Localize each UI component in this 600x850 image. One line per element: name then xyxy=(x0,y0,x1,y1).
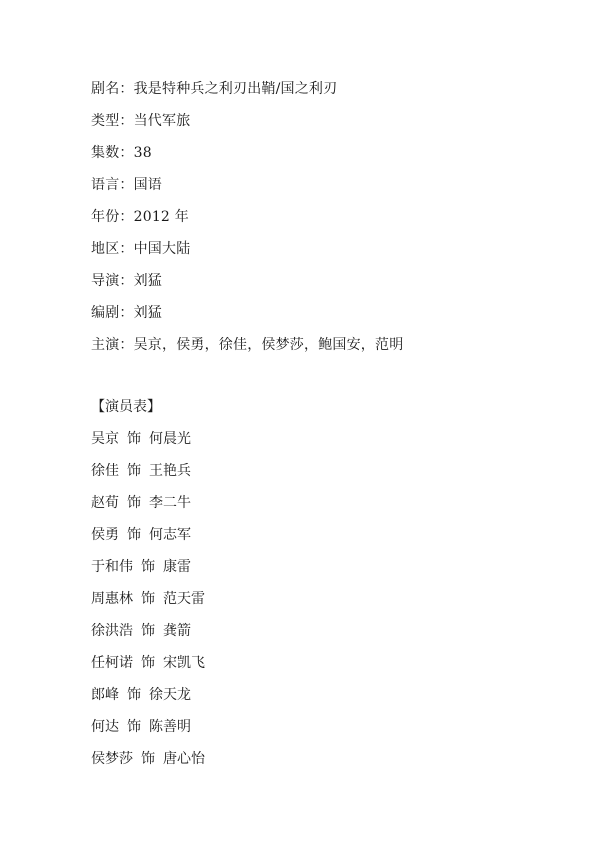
info-value: 中国大陆 xyxy=(133,241,191,257)
cast-row xyxy=(91,557,205,577)
character-name: 宋凯飞 xyxy=(163,655,205,671)
info-line-director xyxy=(91,271,403,291)
cast-row xyxy=(91,589,205,609)
role-word: 饰 xyxy=(127,527,141,543)
info-label: 年份： xyxy=(91,209,134,225)
info-line-title xyxy=(91,79,403,99)
info-value: 我是特种兵之利刃出鞘/国之利刃 xyxy=(133,81,338,97)
actor-name: 侯勇 xyxy=(91,527,119,543)
actor-name: 任柯诺 xyxy=(91,655,133,671)
cast-row xyxy=(91,525,205,545)
actor-name: 周惠林 xyxy=(91,591,133,607)
character-name: 何晨光 xyxy=(149,431,191,447)
info-label: 集数： xyxy=(91,145,134,161)
role-word: 饰 xyxy=(127,687,141,703)
info-label: 地区： xyxy=(91,241,134,257)
info-line-episodes xyxy=(91,143,403,163)
info-label: 类型： xyxy=(91,113,134,129)
info-label: 语言： xyxy=(91,177,134,193)
role-word: 饰 xyxy=(127,719,141,735)
cast-list xyxy=(91,397,205,781)
cast-row xyxy=(91,493,205,513)
cast-row xyxy=(91,717,205,737)
role-word: 饰 xyxy=(141,751,155,767)
character-name: 康雷 xyxy=(163,559,191,575)
actor-name: 徐佳 xyxy=(91,463,119,479)
role-word: 饰 xyxy=(141,591,155,607)
cast-row xyxy=(91,621,205,641)
actor-name: 徐洪浩 xyxy=(91,623,133,639)
info-line-language xyxy=(91,175,403,195)
info-value: 2012 年 xyxy=(133,209,189,225)
actor-name: 吴京 xyxy=(91,431,119,447)
info-label: 编剧： xyxy=(91,305,134,321)
cast-row xyxy=(91,749,205,769)
drama-info-block xyxy=(91,79,403,367)
role-word: 饰 xyxy=(127,463,141,479)
cast-row xyxy=(91,685,205,705)
info-value: 刘猛 xyxy=(133,305,163,321)
role-word: 饰 xyxy=(141,559,155,575)
info-label: 导演： xyxy=(91,273,134,289)
character-name: 李二牛 xyxy=(149,495,191,511)
character-name: 唐心怡 xyxy=(163,751,205,767)
character-name: 何志军 xyxy=(149,527,191,543)
actor-name: 郎峰 xyxy=(91,687,119,703)
role-word: 饰 xyxy=(127,495,141,511)
info-line-year xyxy=(91,207,403,227)
info-line-genre xyxy=(91,111,403,131)
cast-row xyxy=(91,653,205,673)
info-value: 吴京，侯勇，徐佳，侯梦莎，鲍国安，范明 xyxy=(133,337,404,353)
info-label: 剧名： xyxy=(91,81,134,97)
character-name: 范天雷 xyxy=(163,591,205,607)
character-name: 徐天龙 xyxy=(149,687,191,703)
character-name: 陈善明 xyxy=(149,719,191,735)
actor-name: 赵荀 xyxy=(91,495,119,511)
cast-row xyxy=(91,461,205,481)
cast-row xyxy=(91,429,205,449)
actor-name: 于和伟 xyxy=(91,559,133,575)
character-name: 龚箭 xyxy=(163,623,191,639)
info-value: 国语 xyxy=(133,177,163,193)
info-line-starring xyxy=(91,335,403,355)
role-word: 饰 xyxy=(141,655,155,671)
info-label: 主演： xyxy=(91,337,134,353)
cast-heading: 【演员表】 xyxy=(91,399,161,415)
info-value: 刘猛 xyxy=(133,273,163,289)
info-value: 当代军旅 xyxy=(133,113,191,129)
actor-name: 侯梦莎 xyxy=(91,751,133,767)
actor-name: 何达 xyxy=(91,719,119,735)
info-line-region xyxy=(91,239,403,259)
info-value: 38 xyxy=(133,145,152,161)
character-name: 王艳兵 xyxy=(149,463,191,479)
role-word: 饰 xyxy=(141,623,155,639)
info-line-writer xyxy=(91,303,403,323)
role-word: 饰 xyxy=(127,431,141,447)
